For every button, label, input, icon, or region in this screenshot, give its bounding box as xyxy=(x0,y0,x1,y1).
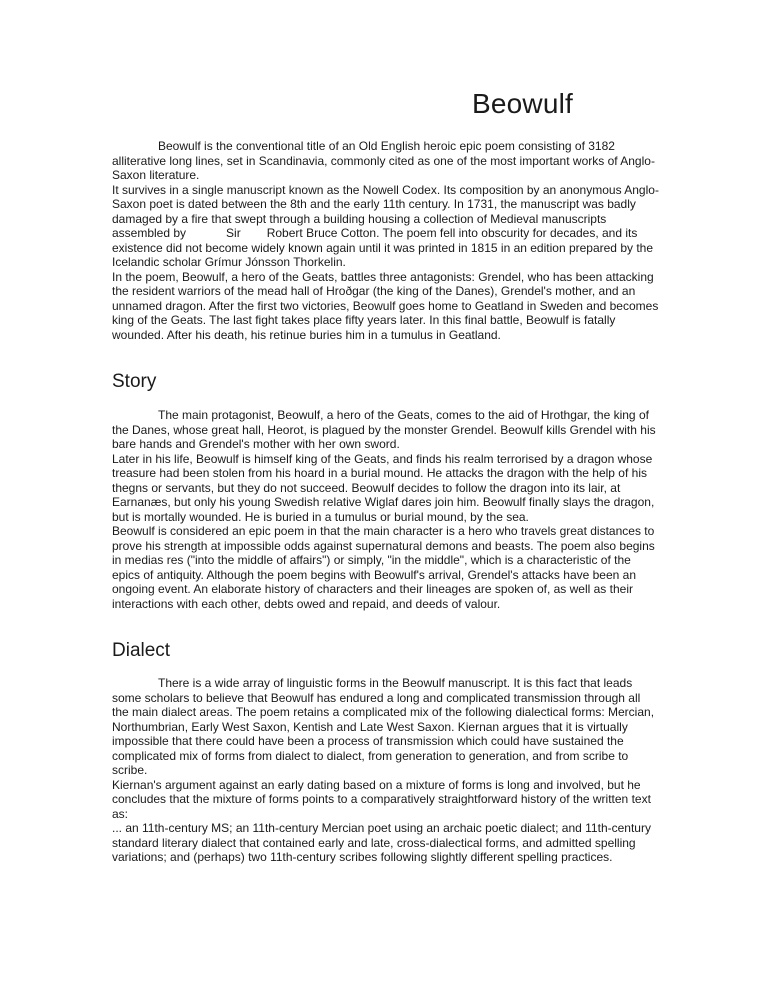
dialect-paragraph-3: ... an 11th-century MS; an 11th-century Mercian poet using an archaic poetic dialect; and 11th-century standard literary dialect that contained early and late, cross-dialectical forms, and admitted spelling variations; and (perhaps) two 11th-century scribes following slightly different spelling practices. xyxy=(112,821,651,864)
intro-paragraph-3: In the poem, Beowulf, a hero of the Geats, battles three antagonists: Grendel, who has been attacking the resident warriors of the mead hall of Hroðgar (the king of the Danes), Grendel's mother, and an unnamed dragon. After the first two victories, Beowulf goes home to Geatland in Sweden and becomes king of the Geats. The last fight takes place fifty years later. In this final battle, Beowulf is fatally wounded. After his death, his retinue buries him in a tumulus in Geatland. xyxy=(112,269,659,342)
intro-paragraph-2 xyxy=(112,183,660,270)
dialect-paragraph-2: Kiernan's argument against an early dating based on a mixture of forms is long and involved, but he concludes that the mixture of forms points to a comparatively straightforward history of the written text as: xyxy=(112,777,651,821)
story-section xyxy=(112,408,660,611)
document-title: Beowulf xyxy=(472,88,574,119)
story-paragraph-1: The main protagonist, Beowulf, a hero of the Geats, comes to the aid of Hrothgar, the king of the Danes, whose great hall, Heorot, is plagued by the monster Grendel. Beowulf kills Grendel with his bare hands and Grendel's mother with her own sword. xyxy=(112,408,656,451)
story-paragraph-2: Later in his life, Beowulf is himself king of the Geats, and finds his realm terrorised by a dragon whose treasure had been stolen from his hoard in a burial mound. He attacks the dragon with the help of his thegns or servants, but they do not succeed. Beowulf decides to follow the dragon into its lair, at Earnanæs, but only his young Swedish relative Wiglaf dares join him. Beowulf finally slays the dragon, but is mortally wounded. He is buried in a tumulus or burial mound, by the sea. xyxy=(112,451,655,524)
intro-paragraph-1: Beowulf is the conventional title of an Old English heroic epic poem consisting of 3182 alliterative long lines, set in Scandinavia, commonly cited as one of the most important works of Anglo-Saxon literature. xyxy=(112,139,655,182)
intro-paragraph-2-part-a: It survives in a single manuscript known as the Nowell Codex. Its composition by an anonymous Anglo-Saxon poet is dated between the 8th and the early 11th century. In 1731, the manuscript was badly damaged by a fire that swept through a building housing a collection of Medieval manuscripts assembled by xyxy=(112,182,659,240)
intro-section xyxy=(112,139,660,342)
story-paragraph-3: Beowulf is considered an epic poem in that the main character is a hero who travels great distances to prove his strength at impossible odds against supernatural demons and beasts. The poem also begins in medias res ("into the middle of affairs") or simply, "in the middle", which is a characteristic of the epics of antiquity. Although the poem begins with Beowulf's arrival, Grendel's attacks have been an ongoing event. An elaborate history of characters and their lineages are spoken of, as well as their interactions with each other, debts owed and repaid, and deeds of valour. xyxy=(112,524,655,611)
dialect-heading: Dialect xyxy=(112,640,171,661)
intro-paragraph-2-part-b: Sir xyxy=(226,226,241,240)
dialect-section xyxy=(112,676,660,865)
dialect-paragraph-1: There is a wide array of linguistic forms in the Beowulf manuscript. It is this fact that leads some scholars to believe that Beowulf has endured a long and complicated transmission through all the main dialect areas. The poem retains a complicated mix of the following dialectical forms: Mercian, Northumbrian, Early West Saxon, Kentish and Late West Saxon. Kiernan argues that it is virtually impossible that there could have been a process of transmission which could have sustained the complicated mix of forms from dialect to dialect, from generation to generation, and from scribe to scribe. xyxy=(112,676,655,777)
story-heading: Story xyxy=(112,371,157,392)
intro-paragraph-2-part-c: Robert Bruce Cotton. The poem fell into obscurity for decades, and its existence did not become widely known again until it was printed in 1815 in an edition prepared by the Icelandic scholar Grímur Jónsson Thorkelin. xyxy=(112,226,654,269)
